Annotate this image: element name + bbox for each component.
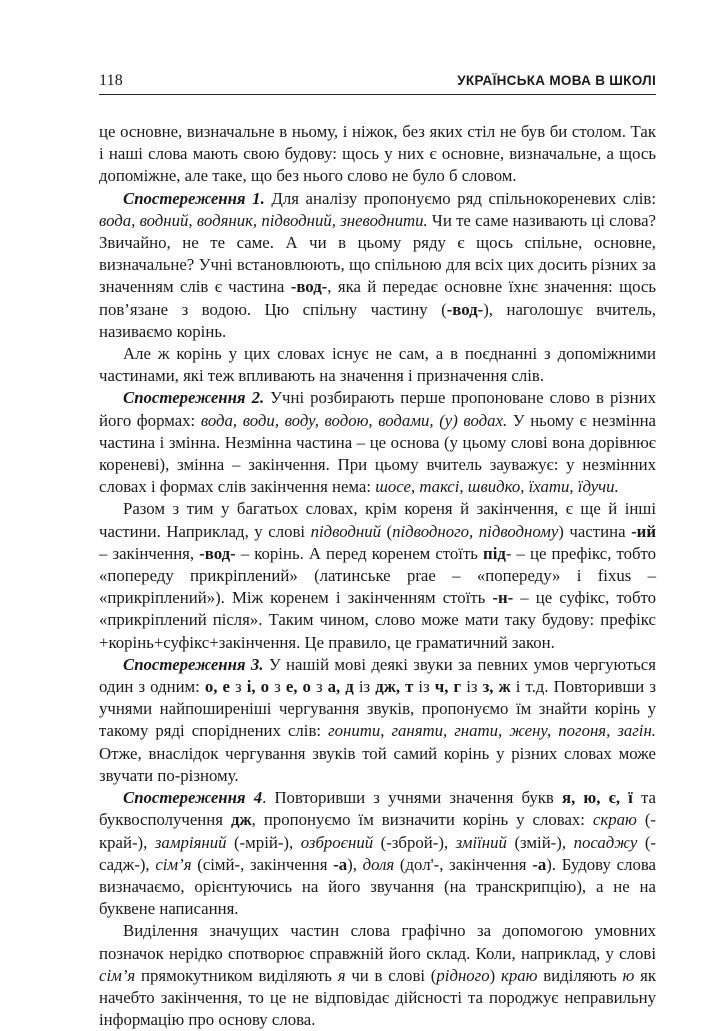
text-run: У ньому є незмінна частина і змінна. Незмінна частина – це основа (у цьому слові вона дорівнює кореневі), змінна – закінчення. При цьому вчитель зауважує: у незмінних словах і формах слів закінчення нема:: [99, 410, 656, 497]
text-run: із: [413, 677, 435, 697]
text-run: Чи те саме називають ці слова? Звичайно, не те саме. А чи в цьому ряду є щось спільне, основне, визначальне? Учні встановлюють, що спільною для всіх цих досить різних за значенням слів є частина: [99, 210, 656, 297]
text-run: (дол'-, закінчення: [394, 854, 533, 874]
example-words: вода, води, воду, водою, водами, (у) водах.: [200, 410, 508, 430]
morpheme: -вод-: [446, 299, 484, 319]
morpheme: ч, г: [434, 677, 462, 697]
morpheme: о, е: [204, 677, 230, 697]
morpheme: -а: [532, 854, 547, 874]
paragraph: [99, 787, 656, 920]
paragraph: [99, 654, 656, 787]
text-run: ): [489, 965, 501, 985]
text-run: ), наголошує вчитель, називаємо корінь.: [99, 299, 656, 341]
morpheme: -ий: [631, 521, 656, 541]
paragraph: [99, 188, 656, 343]
text-run: (-мрій-),: [226, 832, 301, 852]
morpheme: з, ж: [482, 677, 511, 697]
example-words: шосе, таксі, швидко, їхати, їдучи.: [375, 477, 619, 497]
text-run: (-зброй-),: [373, 832, 456, 852]
text-run: , яка й передає основне їхнє значення: щось пов’язане з водою. Цю спільну частину (: [99, 277, 657, 319]
text-run: прямокутником виділяють: [135, 965, 338, 985]
example-words: вода, водний, водяник, підводний, зневоднити.: [99, 210, 428, 230]
morpheme: -вод-: [290, 277, 328, 297]
text-run: та буквосполучення: [99, 788, 656, 830]
example-words: підводного, підводному: [392, 521, 559, 541]
morpheme: -н-: [492, 588, 514, 608]
text-run: це основне, визначальне в ньому, і ніжок, без яких стіл не був би столом. Так і наші слова мають свою будову: щось у них є основне, визначальне, а щось допоміжне, але таке, що без нього слово не було б словом.: [99, 122, 656, 186]
text-run: як начебто закінчення, то це не відповідає дійсності та породжує неправильну інформацію про основу слова.: [99, 965, 657, 1030]
text-run: . Повторивши з учнями значення букв: [262, 788, 562, 808]
text-run: з: [230, 677, 247, 697]
text-run: Отже, внаслідок чергування звуків той самий корінь у різних словах може звучати по-різному.: [99, 743, 656, 785]
example-words: скраю: [592, 810, 637, 830]
article-body: [99, 121, 656, 1031]
text-run: чи в слові (: [345, 965, 437, 985]
text-run: Виділення значущих частин слова графічно за допомогою умовних позначок нерідко спотворює справжній його склад. Коли, наприклад, у слові: [99, 921, 656, 963]
text-run: Але ж корінь у цих словах існує не сам, а в поєднанні з допоміжними частинами, які теж впливають на значення і призначення слів.: [99, 344, 656, 386]
text-run: – це суфікс, тобто «прикріплений після». Таким чином, слово може мати таку будову: префікс +корінь+суфікс+закінчення. Це правило, це граматичний закон.: [99, 588, 656, 652]
journal-title: УКРАЇНСЬКА МОВА В ШКОЛІ: [457, 73, 656, 88]
text-run: виділяють: [537, 965, 623, 985]
example-words: рідного: [436, 965, 490, 985]
text-run: - – це префікс, тобто «попереду прикріплений» (латинське prae – «попереду» і fixus – «прикріплений»). Між коренем і закінченням стоїть: [99, 543, 657, 608]
example-words: сім’я: [99, 965, 136, 985]
text-run: ) частина: [558, 521, 632, 541]
observation-label: Спостереження 1.: [123, 188, 265, 208]
example-words: ю: [622, 965, 635, 985]
observation-label: Спостереження 3.: [123, 654, 264, 674]
text-run: – корінь. А перед коренем стоїть: [235, 543, 484, 563]
text-run: ). Будову слова визначаємо, орієнтуючись на його звучання (на транскрипцію), а не на буквене написання.: [99, 854, 656, 919]
text-run: , пропонуємо їм визначити корінь у словах:: [251, 810, 593, 830]
text-run: (: [380, 521, 393, 541]
text-run: ),: [347, 854, 363, 874]
example-words: гонити, ганяти, гнати, жену, погоня, загін.: [328, 721, 656, 741]
observation-label: Спостереження 4: [123, 788, 263, 808]
morpheme: і, о: [246, 677, 270, 697]
paragraph: [99, 920, 656, 1031]
example-words: озброєний: [300, 832, 374, 852]
morpheme: дж: [230, 810, 252, 830]
example-words: замріяний: [154, 832, 227, 852]
text-run: (-край-),: [99, 810, 657, 852]
text-run: – закінчення,: [99, 543, 200, 563]
example-words: сім’я: [155, 854, 192, 874]
observation-label: Спостереження 2.: [123, 388, 265, 408]
text-run: Учні розбирають перше пропоноване слово в різних його формах:: [99, 388, 656, 430]
morpheme: -а: [333, 854, 348, 874]
example-words: я: [337, 965, 346, 985]
text-run: У нашій мові деякі звуки за певних умов чергуються один з одним:: [99, 654, 656, 697]
paragraph: [99, 121, 656, 188]
text-run: з: [310, 677, 328, 697]
text-run: з: [269, 677, 286, 697]
example-words: доля: [362, 854, 395, 874]
page-number: 118: [99, 72, 124, 89]
text-run: із: [461, 677, 483, 697]
text-run: (змій-),: [506, 832, 574, 852]
text-run: (-садж-),: [99, 832, 657, 874]
text-run: із: [353, 677, 376, 697]
example-words: краю: [500, 965, 538, 985]
paragraph: [99, 343, 656, 387]
paragraph: [99, 498, 656, 653]
text-run: Разом з тим у багатьох словах, крім кореня й закінчення, є ще й інші частини. Наприклад, у слові: [99, 499, 656, 541]
text-run: Для аналізу пропонуємо ряд спільнокореневих слів:: [264, 188, 656, 208]
example-words: посаджу: [573, 832, 638, 852]
morpheme: е, о: [285, 677, 311, 697]
morpheme: я, ю, є, ї: [561, 788, 633, 808]
morpheme: під: [483, 543, 506, 563]
morpheme: -вод-: [199, 543, 236, 563]
morpheme: а, д: [327, 677, 354, 697]
paragraph: [99, 387, 656, 498]
text-run: і т.д. Повторивши з учнями найпоширеніші чергування звуків, пропонуємо їм знайти корінь у такому ряді споріднених слів:: [99, 677, 656, 741]
text-run: (сімй-, закінчення: [191, 854, 334, 874]
morpheme: дж, т: [375, 677, 414, 697]
example-words: зміїний: [455, 832, 507, 852]
example-words: підводний: [310, 521, 381, 541]
page-header: [99, 72, 656, 95]
